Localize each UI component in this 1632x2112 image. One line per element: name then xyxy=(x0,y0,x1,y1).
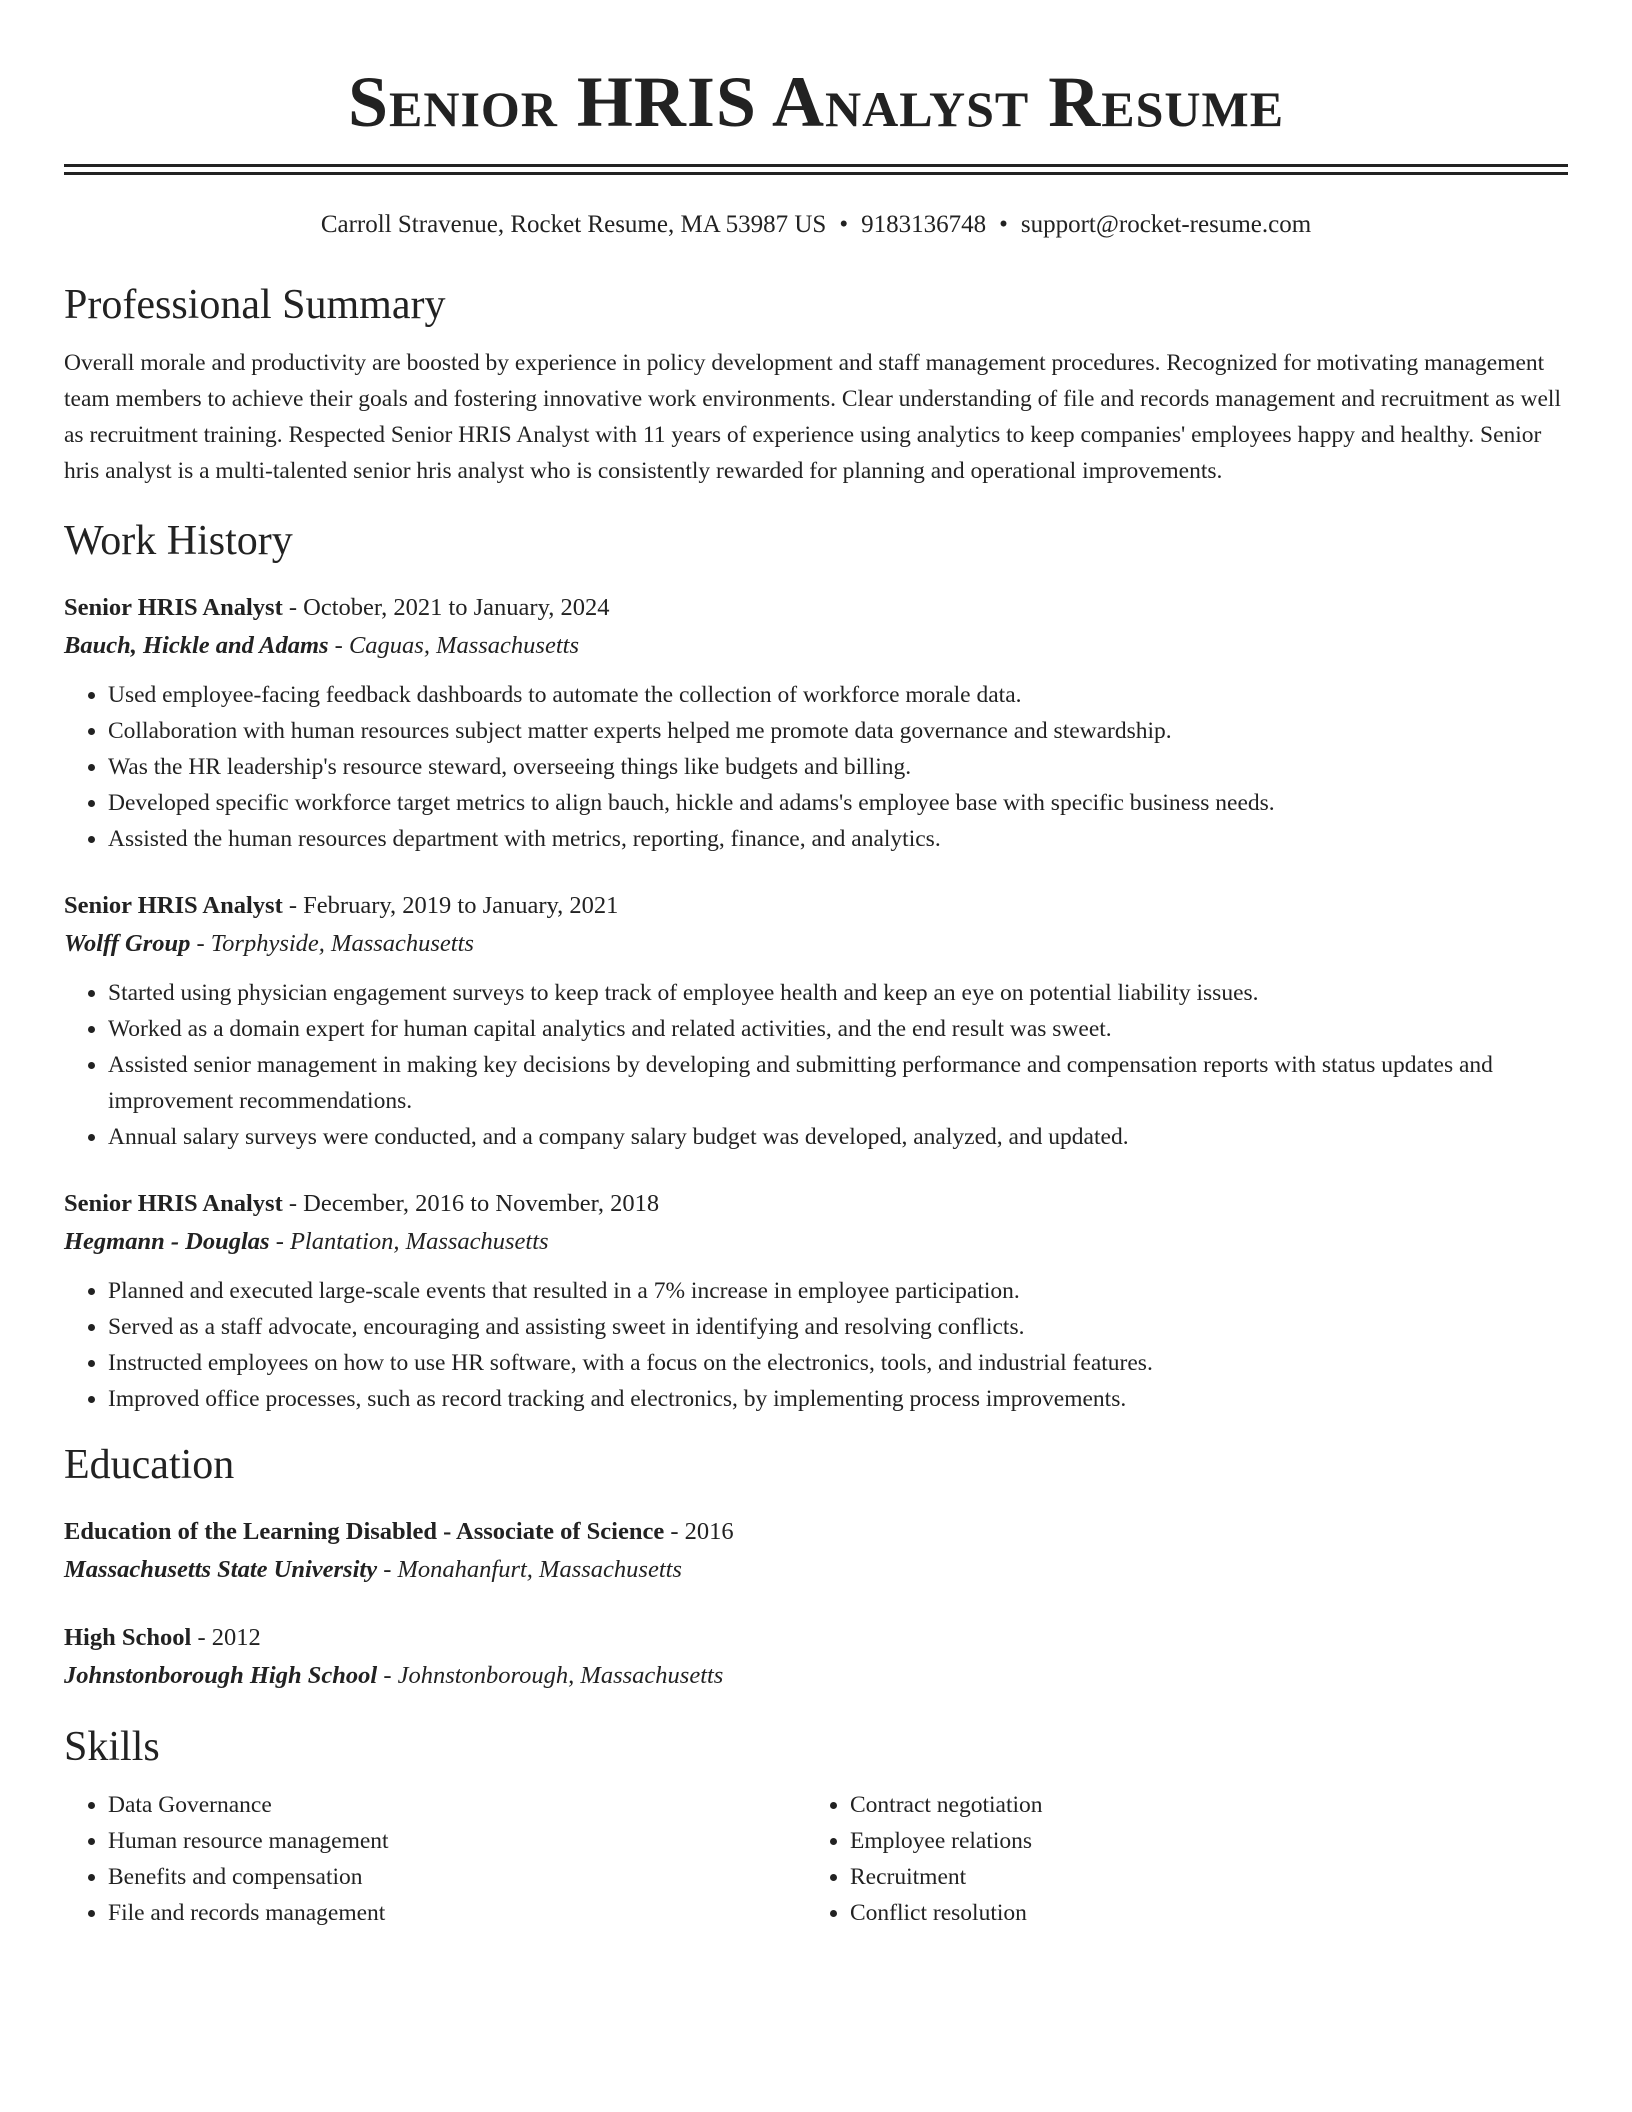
resume-title: Senior HRIS Analyst Resume xyxy=(347,62,1285,142)
job-bullet: • Planned and executed large-scale events that resulted in a 7% increase in employee participation. xyxy=(108,1273,1568,1309)
contact-line xyxy=(64,209,1568,241)
contact-separator: • xyxy=(999,211,1008,238)
job-company: Wolff Group xyxy=(64,930,191,957)
job-entry xyxy=(64,589,1568,857)
skill-item: • File and records management xyxy=(108,1895,806,1931)
job-company: Bauch, Hickle and Adams xyxy=(64,632,329,659)
contact-separator: • xyxy=(839,211,849,238)
education-degree-line xyxy=(64,1513,1568,1551)
job-bullet: • Served as a staff advocate, encouraging and assisting sweet in identifying and resolving conflicts. xyxy=(108,1309,1568,1345)
job-bullet: • Assisted senior management in making key decisions by developing and submitting performance and compensation reports with status updates and improvement recommendations. xyxy=(108,1047,1568,1119)
summary-heading: Professional Summary xyxy=(64,282,446,328)
job-title-line xyxy=(64,589,1568,627)
education-entry xyxy=(64,1619,1568,1695)
skills-grid xyxy=(64,1787,1568,1931)
job-bullet: • Was the HR leadership's resource steward, overseeing things like budgets and billing. xyxy=(108,749,1568,785)
skill-item: • Human resource management xyxy=(108,1823,806,1859)
job-company-line xyxy=(64,1223,1568,1261)
job-entry xyxy=(64,887,1568,1155)
job-dates: - October, 2021 to January, 2024 xyxy=(282,594,610,621)
education-entry xyxy=(64,1513,1568,1589)
job-title-line xyxy=(64,1185,1568,1223)
job-title-line xyxy=(64,887,1568,925)
summary-text: Overall morale and productivity are boosted by experience in policy development and staff management procedures. Recognized for motivating management team members to achieve their goals and fostering innovative work environments. Clear understanding of file and records management and recruitment as well as recruitment training. Respected Senior HRIS Analyst with 11 years of experience using analytics to keep companies' employees happy and healthy. Senior hris analyst is a multi-talented senior hris analyst who is consistently rewarded for planning and operational improvements. xyxy=(64,350,1561,484)
education-school: Massachusetts State University xyxy=(64,1556,378,1583)
title-double-rule xyxy=(64,164,1568,175)
education-year: - 2012 xyxy=(191,1624,261,1651)
education-degree: High School xyxy=(64,1624,192,1651)
job-dates: - February, 2019 to January, 2021 xyxy=(282,892,619,919)
skills-heading: Skills xyxy=(64,1724,160,1770)
job-bullet: • Collaboration with human resources subject matter experts helped me promote data governance and stewardship. xyxy=(108,713,1568,749)
job-title: Senior HRIS Analyst xyxy=(64,892,283,919)
job-dates: - December, 2016 to November, 2018 xyxy=(282,1190,660,1217)
skill-item: • Conflict resolution xyxy=(850,1895,1548,1931)
skill-item: • Benefits and compensation xyxy=(108,1859,806,1895)
job-bullet-list xyxy=(64,1273,1568,1417)
job-bullet: • Started using physician engagement surveys to keep track of employee health and keep an eye on potential liability issues. xyxy=(108,975,1568,1011)
job-bullet: • Worked as a domain expert for human capital analytics and related activities, and the end result was sweet. xyxy=(108,1011,1568,1047)
contact-address: Carroll Stravenue, Rocket Resume, MA 53987 US xyxy=(320,211,827,238)
job-company-line xyxy=(64,627,1568,665)
job-bullet: • Annual salary surveys were conducted, and a company salary budget was developed, analyzed, and updated. xyxy=(108,1119,1568,1155)
job-bullet: • Improved office processes, such as record tracking and electronics, by implementing process improvements. xyxy=(108,1381,1568,1417)
job-title: Senior HRIS Analyst xyxy=(64,1190,283,1217)
job-company: Hegmann - Douglas xyxy=(64,1228,270,1255)
job-title: Senior HRIS Analyst xyxy=(64,594,283,621)
skill-item: • Employee relations xyxy=(850,1823,1548,1859)
education-school-line xyxy=(64,1551,1568,1589)
skills-list-right xyxy=(806,1787,1548,1931)
job-company-line xyxy=(64,925,1568,963)
skills-list-left xyxy=(64,1787,806,1931)
education-heading: Education xyxy=(64,1442,235,1488)
job-location: - Caguas, Massachusetts xyxy=(328,632,579,659)
job-location: - Torphyside, Massachusetts xyxy=(190,930,474,957)
work-history-heading: Work History xyxy=(64,518,293,564)
job-bullet-list xyxy=(64,975,1568,1155)
job-bullet-list xyxy=(64,677,1568,857)
skill-item: • Contract negotiation xyxy=(850,1787,1548,1823)
job-bullet: • Used employee-facing feedback dashboards to automate the collection of workforce morale data. xyxy=(108,677,1568,713)
skill-item: • Recruitment xyxy=(850,1859,1548,1895)
job-entry xyxy=(64,1185,1568,1417)
education-school: Johnstonborough High School xyxy=(64,1662,378,1689)
education-degree-line xyxy=(64,1619,1568,1657)
job-bullet: • Assisted the human resources department with metrics, reporting, finance, and analytics. xyxy=(108,821,1568,857)
job-location: - Plantation, Massachusetts xyxy=(269,1228,549,1255)
contact-phone: 9183136748 xyxy=(861,211,987,238)
contact-email: support@rocket-resume.com xyxy=(1020,211,1312,238)
job-bullet: • Developed specific workforce target metrics to align bauch, hickle and adams's employee base with specific business needs. xyxy=(108,785,1568,821)
skill-item: • Data Governance xyxy=(108,1787,806,1823)
job-bullet: • Instructed employees on how to use HR software, with a focus on the electronics, tools, and industrial features. xyxy=(108,1345,1568,1381)
education-location: - Monahanfurt, Massachusetts xyxy=(377,1556,682,1583)
education-school-line xyxy=(64,1657,1568,1695)
education-degree: Education of the Learning Disabled - Associate of Science xyxy=(64,1518,665,1545)
education-location: - Johnstonborough, Massachusetts xyxy=(377,1662,724,1689)
education-year: - 2016 xyxy=(664,1518,734,1545)
